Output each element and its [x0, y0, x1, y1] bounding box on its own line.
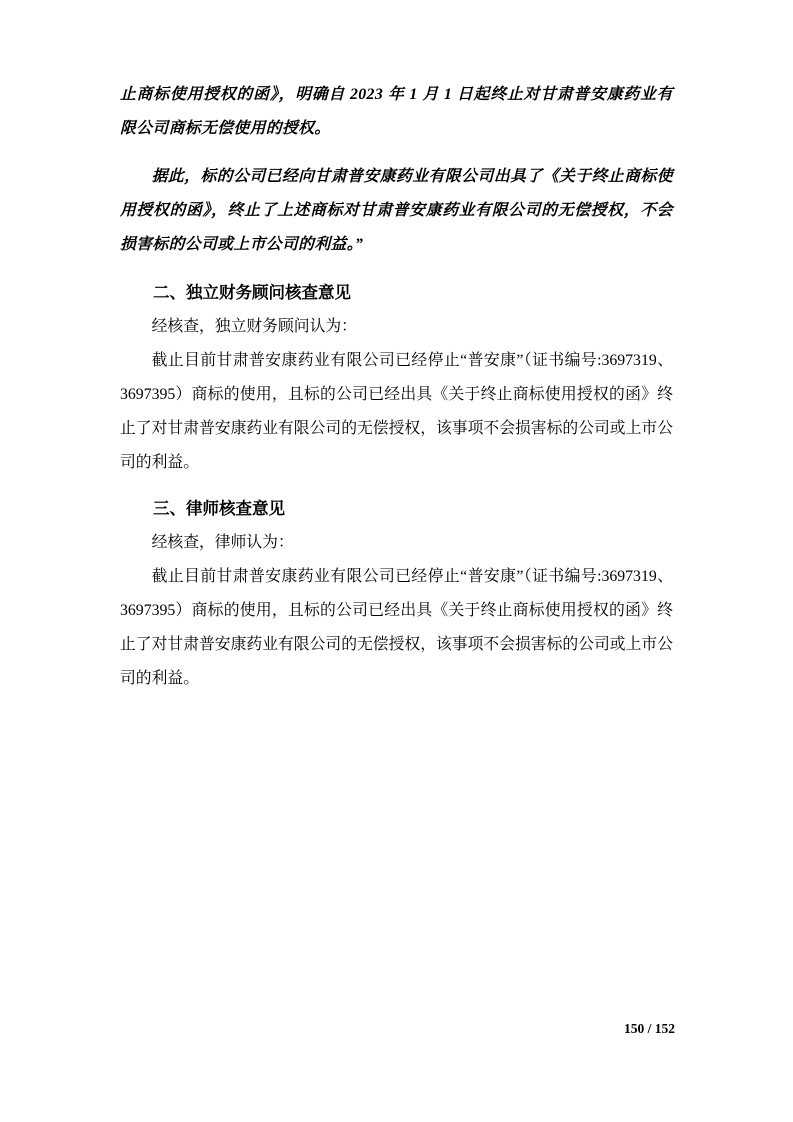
quoted-paragraph-continuation: 止商标使用授权的函》，明确自 2023 年 1 月 1 日起终止对甘肃普安康药业有限公司商标无偿使用的授权。 [120, 86, 673, 137]
quoted-paragraph-conclusion: 据此，标的公司已经向甘肃普安康药业有限公司出具了《关于终止商标使用授权的函》，终止了上述商标对甘肃普安康药业有限公司的无偿授权，不会损害标的公司或上市公司的利益。” [120, 168, 673, 253]
page-content [120, 78, 673, 696]
section-body-lawyer-opinion: 截止目前甘肃普安康药业有限公司已经停止“普安康”（证书编号:3697319、3697395）商标的使用，且标的公司已经出具《关于终止商标使用授权的函》终止了对甘肃普安康药业有限公司的无偿授权，该事项不会损害标的公司或上市公司的利益。 [120, 568, 673, 687]
section-body-independent-financial-advisor: 截止目前甘肃普安康药业有限公司已经停止“普安康”（证书编号:3697319、3697395）商标的使用，且标的公司已经出具《关于终止商标使用授权的函》终止了对甘肃普安康药业有限公司的无偿授权，该事项不会损害标的公司或上市公司的利益。 [120, 352, 673, 471]
section-lead-lawyer-opinion: 经核查，律师认为： [151, 534, 294, 551]
section-heading-independent-financial-advisor: 二、独立财务顾问核查意见 [153, 283, 351, 302]
section-lead-independent-financial-advisor: 经核查，独立财务顾问认为： [151, 318, 357, 335]
page-number: 150 / 152 [623, 1021, 675, 1036]
section-heading-lawyer-opinion: 三、律师核查意见 [153, 499, 285, 518]
